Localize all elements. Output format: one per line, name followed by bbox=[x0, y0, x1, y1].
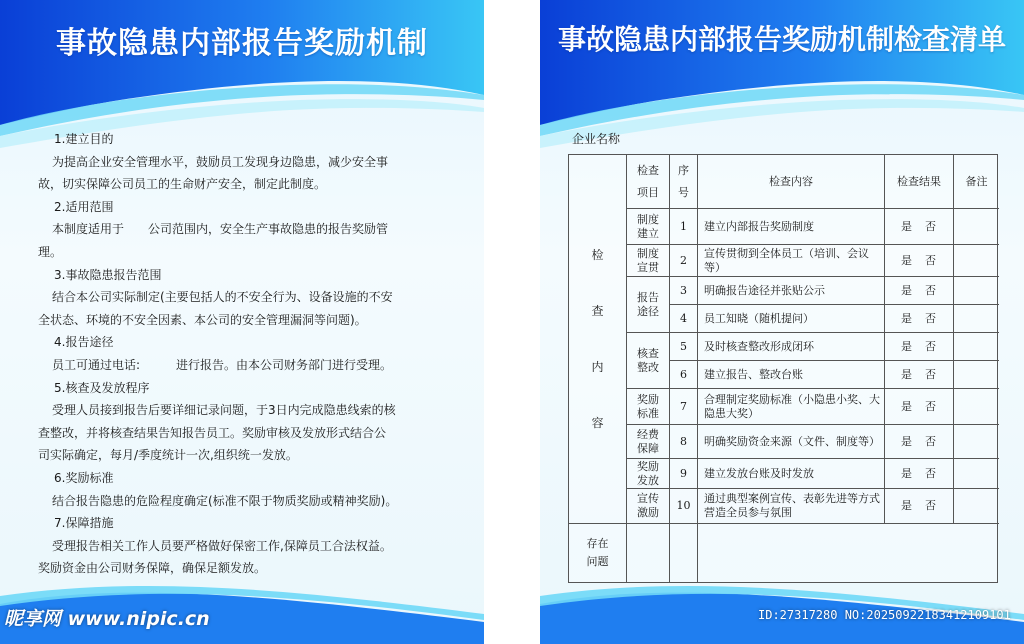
row-content-text: 明确奖励资金来源（文件、制度等） bbox=[704, 434, 880, 448]
section-heading: 6.奖励标准 bbox=[54, 470, 114, 485]
row-number-text: 5 bbox=[680, 339, 687, 353]
row-content-text: 明确报告途径并张贴公示 bbox=[704, 283, 825, 297]
result-no-text: 否 bbox=[925, 283, 937, 297]
row-number bbox=[670, 245, 698, 277]
result-yes-text: 是 bbox=[901, 434, 913, 448]
company-name-label: 企业名称 bbox=[572, 132, 621, 146]
section-heading: 7.保障措施 bbox=[54, 516, 114, 531]
section-heading: 3.事故隐患报告范围 bbox=[54, 267, 162, 282]
row-result bbox=[885, 361, 954, 389]
result-yes-text: 是 bbox=[901, 339, 913, 353]
row-number bbox=[670, 305, 698, 333]
regulation-text bbox=[38, 128, 454, 580]
row-number bbox=[670, 459, 698, 489]
group-name-text: 制度建立 bbox=[637, 212, 659, 240]
row-remark bbox=[954, 209, 999, 245]
group-name bbox=[627, 459, 670, 489]
row-remark bbox=[954, 389, 999, 425]
header-number bbox=[670, 155, 698, 209]
row-content bbox=[698, 489, 885, 524]
row-number-text: 3 bbox=[680, 283, 687, 297]
row-content bbox=[698, 305, 885, 333]
row-number bbox=[670, 361, 698, 389]
row-content-text: 通过典型案例宣传、表彰先进等方式营造全员参与氛围 bbox=[704, 492, 880, 519]
group-name bbox=[627, 425, 670, 459]
row-content bbox=[698, 245, 885, 277]
row-result bbox=[885, 245, 954, 277]
site-watermark: 昵享网 www.nipic.cn bbox=[4, 608, 210, 630]
header-item-text: 检查 bbox=[637, 163, 659, 177]
row-content-text: 建立内部报告奖励制度 bbox=[704, 219, 814, 233]
result-no-text: 否 bbox=[925, 253, 937, 267]
section-body-line: 故，切实保障公司员工的生命财产安全，制定此制度。 bbox=[38, 177, 327, 192]
group-name-text: 宣传激励 bbox=[637, 492, 659, 519]
row-result bbox=[885, 277, 954, 305]
page-title: 事故隐患内部报告奖励机制 bbox=[56, 26, 428, 61]
section-body-line: 本制度适用于 公司范围内，安全生产事故隐患的报告奖励管 bbox=[52, 222, 389, 237]
row-content-text: 员工知晓（随机提问） bbox=[704, 311, 814, 325]
checklist-title: 事故隐患内部报告奖励机制检查清单 bbox=[557, 23, 1006, 56]
row-result bbox=[885, 333, 954, 361]
image-id-watermark: ID:27317280 NO:20250922183412109101 bbox=[758, 608, 1011, 622]
row-remark bbox=[954, 425, 999, 459]
right-panel bbox=[540, 0, 1024, 644]
header-result bbox=[885, 155, 954, 209]
group-name-text: 核查整改 bbox=[637, 346, 659, 374]
result-no-text: 否 bbox=[925, 219, 937, 233]
group-name-text: 奖励发放 bbox=[637, 459, 659, 487]
section-body-line: 结合报告隐患的危险程度确定(标准不限于物质奖励或精神奖励)。 bbox=[52, 493, 398, 508]
row-number bbox=[670, 277, 698, 305]
row-number-text: 4 bbox=[680, 311, 687, 325]
header-content-text: 检查内容 bbox=[769, 174, 813, 188]
section-body-line: 结合本公司实际制定(主要包括人的不安全行为、设备设施的不安 bbox=[52, 290, 393, 305]
result-no-text: 否 bbox=[925, 339, 937, 353]
section-body-line: 理。 bbox=[38, 244, 63, 259]
row-remark bbox=[954, 459, 999, 489]
section-body-line: 受理人员接到报告后要详细记录问题，于3日内完成隐患线索的核 bbox=[52, 403, 396, 418]
row-content bbox=[698, 459, 885, 489]
section-heading: 5.核查及发放程序 bbox=[54, 380, 150, 395]
section-body-line: 员工可通过电话: 进行报告。由本公司财务部门进行受理。 bbox=[52, 357, 393, 372]
row-number-text: 8 bbox=[680, 434, 687, 448]
row-content bbox=[698, 389, 885, 425]
row-result bbox=[885, 389, 954, 425]
section-body-line: 受理报告相关工作人员要严格做好保密工作,保障员工合法权益。 bbox=[52, 538, 392, 553]
result-yes-text: 是 bbox=[901, 399, 913, 413]
row-number-text: 6 bbox=[680, 367, 687, 381]
row-content-text: 建立发放台账及时发放 bbox=[704, 466, 814, 480]
row-content-text: 及时核查整改形成闭环 bbox=[704, 339, 814, 353]
header-remark bbox=[954, 155, 999, 209]
result-no-text: 否 bbox=[925, 434, 937, 448]
result-yes-text: 是 bbox=[901, 367, 913, 381]
issues-label-text: 存在问题 bbox=[586, 537, 609, 568]
result-no-text: 否 bbox=[925, 367, 937, 381]
row-number-text: 10 bbox=[676, 499, 691, 512]
row-number-text: 1 bbox=[680, 219, 687, 233]
checklist-table bbox=[568, 154, 998, 583]
row-content-text: 宣传贯彻到全体员工（培训、会议等） bbox=[704, 246, 869, 274]
result-no-text: 否 bbox=[925, 466, 937, 480]
row-result bbox=[885, 425, 954, 459]
row-number-text: 7 bbox=[680, 399, 687, 413]
result-yes-text: 是 bbox=[901, 283, 913, 297]
row-content bbox=[698, 277, 885, 305]
left-panel bbox=[0, 0, 484, 644]
row-remark bbox=[954, 489, 999, 524]
group-name bbox=[627, 277, 670, 333]
row-remark bbox=[954, 333, 999, 361]
result-yes-text: 是 bbox=[901, 499, 913, 512]
group-name-text: 制度宣贯 bbox=[637, 246, 659, 274]
header-number-text: 序 bbox=[678, 163, 689, 177]
section-body-line: 司实际确定，每月/季度统计一次,组织统一发放。 bbox=[38, 448, 298, 463]
group-name bbox=[627, 209, 670, 245]
side-label-text: 检查内容 bbox=[591, 248, 604, 430]
result-yes-text: 是 bbox=[901, 253, 913, 267]
section-body-line: 查整改，并将核查结果告知报告员工。奖励审核及发放形式结合公 bbox=[38, 425, 387, 440]
section-heading: 2.适用范围 bbox=[54, 199, 114, 214]
row-number bbox=[670, 333, 698, 361]
row-result bbox=[885, 305, 954, 333]
row-number-text: 2 bbox=[680, 253, 687, 267]
row-number bbox=[670, 209, 698, 245]
row-content bbox=[698, 361, 885, 389]
result-yes-text: 是 bbox=[901, 466, 913, 480]
row-number bbox=[670, 489, 698, 524]
row-remark bbox=[954, 277, 999, 305]
group-name-text: 报告途径 bbox=[637, 290, 659, 318]
row-number bbox=[670, 389, 698, 425]
row-result bbox=[885, 459, 954, 489]
header-remark-text: 备注 bbox=[965, 174, 988, 188]
group-name bbox=[627, 389, 670, 425]
row-content bbox=[698, 425, 885, 459]
row-result bbox=[885, 209, 954, 245]
result-no-text: 否 bbox=[925, 399, 937, 413]
header-item bbox=[627, 155, 670, 209]
group-name bbox=[627, 245, 670, 277]
result-no-text: 否 bbox=[925, 499, 937, 512]
header-result-text: 检查结果 bbox=[897, 174, 941, 188]
header-content bbox=[698, 155, 885, 209]
side-label bbox=[569, 155, 627, 524]
section-heading: 4.报告途径 bbox=[54, 335, 114, 350]
row-remark bbox=[954, 361, 999, 389]
group-name-text: 经费保障 bbox=[637, 427, 659, 455]
result-no-text: 否 bbox=[925, 311, 937, 325]
group-name-text: 奖励标准 bbox=[637, 392, 659, 420]
group-name bbox=[627, 333, 670, 389]
row-remark bbox=[954, 305, 999, 333]
group-name bbox=[627, 489, 670, 524]
header-number-text: 号 bbox=[678, 185, 689, 199]
result-yes-text: 是 bbox=[901, 219, 913, 233]
section-heading: 1.建立目的 bbox=[54, 132, 114, 146]
row-content-text: 合理制定奖励标准（小隐患小奖、大隐患大奖） bbox=[704, 392, 880, 420]
row-number bbox=[670, 425, 698, 459]
row-number-text: 9 bbox=[680, 466, 687, 480]
section-body-line: 全状态、环境的不安全因素、本公司的安全管理漏洞等问题)。 bbox=[38, 312, 367, 327]
section-body-line: 奖励资金由公司财务保障，确保足额发放。 bbox=[38, 561, 267, 576]
row-result bbox=[885, 489, 954, 524]
row-content bbox=[698, 333, 885, 361]
header-item-text: 项目 bbox=[637, 185, 659, 199]
section-body-line: 为提高企业安全管理水平，鼓励员工发现身边隐患，减少安全事 bbox=[52, 154, 389, 169]
result-yes-text: 是 bbox=[901, 311, 913, 325]
row-content bbox=[698, 209, 885, 245]
row-remark bbox=[954, 245, 999, 277]
row-content-text: 建立报告、整改台账 bbox=[704, 367, 803, 381]
